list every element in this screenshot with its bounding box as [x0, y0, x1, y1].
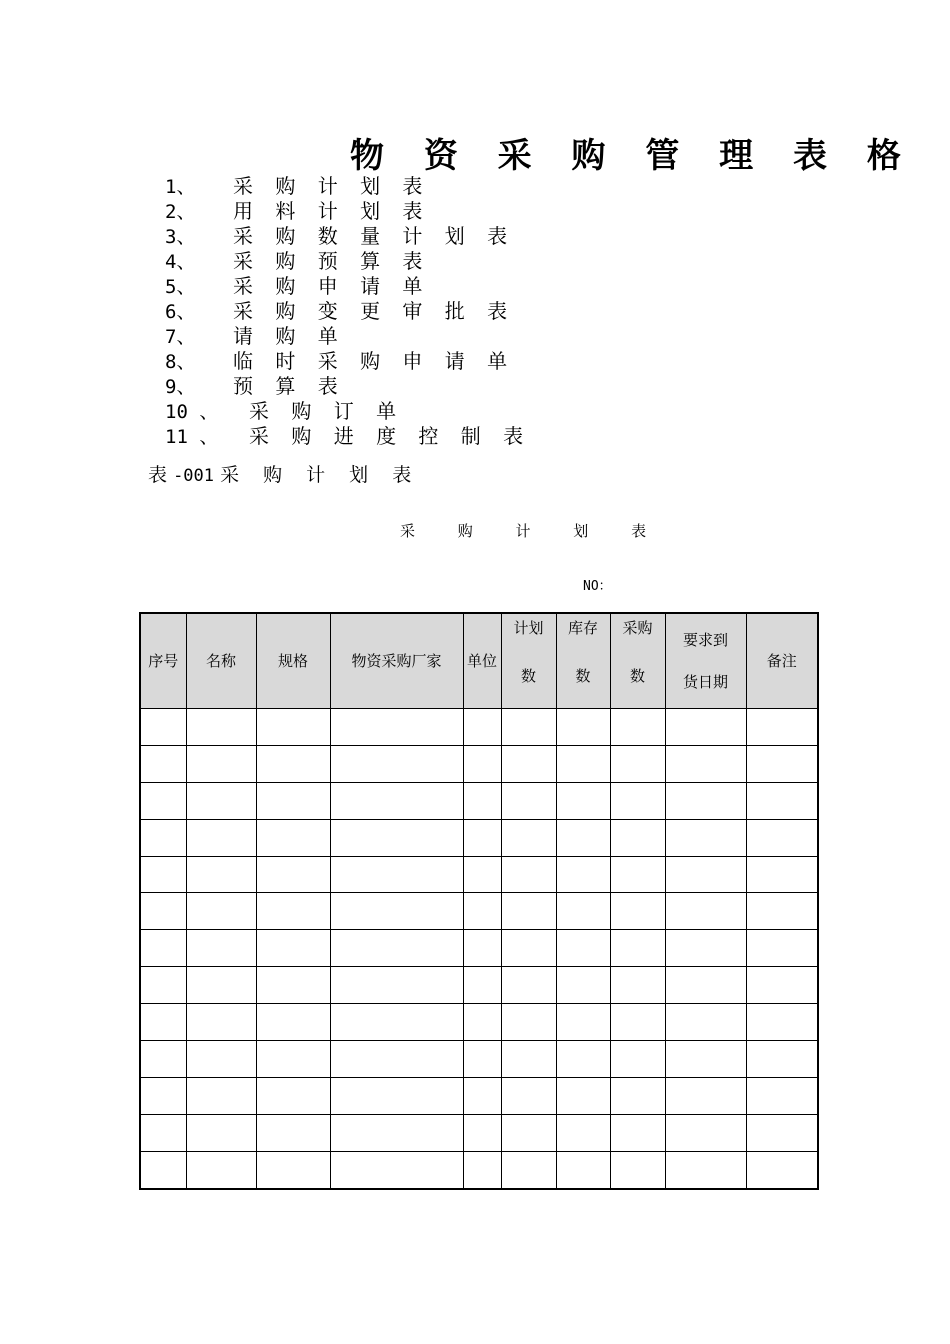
table-cell[interactable] — [746, 856, 818, 893]
toc-item — [165, 424, 531, 449]
page-title: 物 资 采 购 管 理 表 格 — [350, 136, 915, 176]
toc-number: 11 、 — [165, 426, 219, 448]
table-cell[interactable] — [186, 893, 256, 930]
table-cell[interactable] — [256, 819, 330, 856]
table-cell[interactable] — [463, 745, 501, 782]
table-cell[interactable] — [256, 856, 330, 893]
table-cell[interactable] — [330, 1077, 463, 1114]
table-cell[interactable] — [186, 967, 256, 1004]
form-number-label: NO： — [583, 579, 612, 594]
table-cell[interactable] — [556, 1004, 610, 1041]
table-cell[interactable] — [556, 782, 610, 819]
table-cell[interactable] — [665, 893, 746, 930]
table-cell[interactable] — [501, 819, 556, 856]
table-cell[interactable] — [746, 1041, 818, 1078]
table-cell[interactable] — [463, 782, 501, 819]
toc-item — [165, 399, 531, 424]
table-cell[interactable] — [463, 819, 501, 856]
table-cell[interactable] — [746, 1004, 818, 1041]
toc-number: 10 、 — [165, 401, 219, 423]
toc-item — [165, 199, 531, 224]
table-cell[interactable] — [665, 1114, 746, 1151]
table-cell[interactable] — [556, 745, 610, 782]
toc-number: 6、 — [165, 301, 196, 323]
table-cell[interactable] — [610, 856, 665, 893]
table-cell[interactable] — [501, 709, 556, 746]
header-spec-label: 规格 — [277, 652, 308, 670]
table-cell[interactable] — [665, 745, 746, 782]
table-cell[interactable] — [556, 819, 610, 856]
header-index-label: 序号 — [148, 652, 179, 670]
table-cell[interactable] — [463, 1077, 501, 1114]
toc-item — [165, 274, 531, 299]
table-cell[interactable] — [501, 1041, 556, 1078]
header-unit — [463, 613, 501, 709]
table-cell[interactable] — [665, 930, 746, 967]
table-cell[interactable] — [330, 967, 463, 1004]
table-cell[interactable] — [330, 1151, 463, 1188]
table-cell[interactable] — [186, 930, 256, 967]
toc-item — [165, 374, 531, 399]
toc-item — [165, 174, 531, 199]
table-row — [140, 893, 818, 930]
toc-label: 采 购 数 量 计 划 表 — [233, 224, 516, 248]
header-unit-label: 单位 — [466, 652, 497, 670]
table-cell[interactable] — [140, 1077, 186, 1114]
table-cell[interactable] — [330, 893, 463, 930]
table-cell[interactable] — [463, 893, 501, 930]
toc-number: 5、 — [165, 276, 196, 298]
table-cell[interactable] — [330, 930, 463, 967]
table-cell[interactable] — [665, 1041, 746, 1078]
table-cell[interactable] — [501, 1004, 556, 1041]
table-row — [140, 782, 818, 819]
header-purchase-qty — [610, 613, 665, 709]
table-cell[interactable] — [665, 856, 746, 893]
header-purchase-qty-line1: 采购 — [622, 619, 653, 637]
table-cell[interactable] — [501, 745, 556, 782]
table-cell[interactable] — [746, 745, 818, 782]
table-cell[interactable] — [556, 1041, 610, 1078]
toc-label: 采 购 预 算 表 — [233, 249, 431, 273]
table-cell[interactable] — [256, 782, 330, 819]
table-cell[interactable] — [330, 856, 463, 893]
table-cell[interactable] — [140, 967, 186, 1004]
table-cell[interactable] — [140, 709, 186, 746]
table-cell[interactable] — [501, 893, 556, 930]
table-cell[interactable] — [463, 1151, 501, 1188]
table-cell[interactable] — [665, 1151, 746, 1188]
toc-label: 用 料 计 划 表 — [233, 199, 431, 223]
section-prefix: 表 — [148, 464, 168, 486]
table-body — [140, 709, 818, 1189]
section-label — [148, 460, 420, 487]
table-cell[interactable] — [330, 745, 463, 782]
table-cell[interactable] — [746, 1114, 818, 1151]
header-planned-qty — [501, 613, 556, 709]
table-row — [140, 1041, 818, 1078]
toc-label: 采 购 计 划 表 — [233, 174, 431, 198]
table-cell[interactable] — [501, 782, 556, 819]
table-cell[interactable] — [186, 782, 256, 819]
table-row — [140, 709, 818, 746]
table-cell[interactable] — [140, 1151, 186, 1188]
table-cell[interactable] — [746, 1077, 818, 1114]
table-cell[interactable] — [610, 1151, 665, 1188]
header-remarks — [746, 613, 818, 709]
section-name: 采 购 计 划 表 — [220, 464, 421, 486]
toc-item — [165, 349, 531, 374]
table-cell[interactable] — [463, 1041, 501, 1078]
table-cell[interactable] — [746, 930, 818, 967]
table-cell[interactable] — [610, 893, 665, 930]
table-cell[interactable] — [463, 930, 501, 967]
header-stock-qty-line1: 库存 — [567, 619, 598, 637]
table-cell[interactable] — [186, 819, 256, 856]
header-spec — [256, 613, 330, 709]
table-cell[interactable] — [140, 745, 186, 782]
table-cell[interactable] — [610, 930, 665, 967]
toc-item — [165, 299, 531, 324]
table-cell[interactable] — [256, 967, 330, 1004]
table-cell[interactable] — [746, 819, 818, 856]
table-cell[interactable] — [665, 1077, 746, 1114]
toc-item — [165, 224, 531, 249]
table-cell[interactable] — [665, 819, 746, 856]
table-cell[interactable] — [463, 856, 501, 893]
purchase-plan-table — [139, 612, 819, 1190]
toc-number: 4、 — [165, 251, 196, 273]
table-row — [140, 1114, 818, 1151]
table-cell[interactable] — [501, 967, 556, 1004]
toc-number: 9、 — [165, 376, 196, 398]
toc-number: 2、 — [165, 201, 196, 223]
table-cell[interactable] — [140, 782, 186, 819]
header-supplier-label: 物资采购厂家 — [351, 652, 442, 670]
toc-item — [165, 249, 531, 274]
header-delivery-date — [665, 613, 746, 709]
table-cell[interactable] — [610, 967, 665, 1004]
table-cell[interactable] — [140, 819, 186, 856]
toc-label: 预 算 表 — [233, 374, 346, 398]
table-cell[interactable] — [501, 856, 556, 893]
table-cell[interactable] — [186, 709, 256, 746]
table-cell[interactable] — [330, 1114, 463, 1151]
toc-item — [165, 324, 531, 349]
header-index — [140, 613, 186, 709]
table-cell[interactable] — [556, 709, 610, 746]
table-row — [140, 1004, 818, 1041]
header-name — [186, 613, 256, 709]
table-row — [140, 1151, 818, 1188]
table-cell[interactable] — [330, 709, 463, 746]
table-cell[interactable] — [610, 1004, 665, 1041]
table-cell[interactable] — [665, 782, 746, 819]
table-cell[interactable] — [256, 1077, 330, 1114]
toc-number: 3、 — [165, 226, 196, 248]
table-cell[interactable] — [256, 893, 330, 930]
table-cell[interactable] — [556, 1114, 610, 1151]
table-cell[interactable] — [186, 745, 256, 782]
table-cell[interactable] — [140, 856, 186, 893]
table-cell[interactable] — [330, 1041, 463, 1078]
table-cell[interactable] — [556, 1151, 610, 1188]
toc-label: 采 购 进 度 控 制 表 — [249, 424, 532, 448]
table-cell[interactable] — [556, 1077, 610, 1114]
section-code: -001 — [173, 466, 215, 486]
table-cell[interactable] — [186, 856, 256, 893]
table-cell[interactable] — [140, 893, 186, 930]
table-row — [140, 856, 818, 893]
table-cell[interactable] — [665, 1004, 746, 1041]
table-cell[interactable] — [463, 967, 501, 1004]
table-cell[interactable] — [256, 1041, 330, 1078]
table-cell[interactable] — [501, 1114, 556, 1151]
table-cell[interactable] — [501, 930, 556, 967]
table-row — [140, 930, 818, 967]
table-cell[interactable] — [556, 930, 610, 967]
table-cell[interactable] — [140, 930, 186, 967]
table-cell[interactable] — [556, 967, 610, 1004]
table-cell[interactable] — [665, 709, 746, 746]
header-planned-qty-line1: 计划 — [513, 619, 544, 637]
toc-label: 采 购 订 单 — [249, 399, 405, 423]
table-cell[interactable] — [556, 856, 610, 893]
toc-label: 请 购 单 — [233, 324, 346, 348]
header-delivery-date-line1: 要求到 — [682, 631, 728, 649]
table-cell[interactable] — [186, 1041, 256, 1078]
table-cell[interactable] — [746, 893, 818, 930]
table-cell[interactable] — [256, 745, 330, 782]
table-cell[interactable] — [501, 1077, 556, 1114]
header-stock-qty-line2: 数 — [575, 667, 591, 685]
header-supplier — [330, 613, 463, 709]
table-row — [140, 1077, 818, 1114]
table-cell[interactable] — [610, 745, 665, 782]
table-cell[interactable] — [256, 1114, 330, 1151]
table-cell[interactable] — [463, 709, 501, 746]
header-stock-qty — [556, 613, 610, 709]
table-cell[interactable] — [140, 1114, 186, 1151]
toc-number: 1、 — [165, 176, 196, 198]
table-cell[interactable] — [746, 1151, 818, 1188]
table-cell[interactable] — [610, 1077, 665, 1114]
toc-number: 8、 — [165, 351, 196, 373]
table-header-row — [140, 613, 818, 709]
header-purchase-qty-line2: 数 — [629, 667, 645, 685]
table-cell[interactable] — [746, 782, 818, 819]
table-cell[interactable] — [256, 1151, 330, 1188]
table-cell[interactable] — [140, 1041, 186, 1078]
table-cell[interactable] — [186, 1004, 256, 1041]
table-cell[interactable] — [186, 1114, 256, 1151]
table-cell[interactable] — [610, 1114, 665, 1151]
table-row — [140, 967, 818, 1004]
table-cell[interactable] — [256, 1004, 330, 1041]
toc-label: 临 时 采 购 申 请 单 — [233, 349, 516, 373]
table-cell[interactable] — [330, 819, 463, 856]
table-cell[interactable] — [610, 819, 665, 856]
table-cell[interactable] — [186, 1077, 256, 1114]
table-cell[interactable] — [186, 1151, 256, 1188]
table-cell[interactable] — [330, 782, 463, 819]
form-title: 采 购 计 划 表 — [400, 522, 666, 540]
table-cell[interactable] — [463, 1004, 501, 1041]
table-cell[interactable] — [556, 893, 610, 930]
header-remarks-label: 备注 — [766, 652, 797, 670]
table-cell[interactable] — [256, 709, 330, 746]
table-row — [140, 745, 818, 782]
table-cell[interactable] — [256, 930, 330, 967]
header-delivery-date-line2: 货日期 — [682, 673, 728, 691]
header-name-label: 名称 — [205, 652, 236, 670]
toc-label: 采 购 申 请 单 — [233, 274, 431, 298]
table-cell[interactable] — [746, 967, 818, 1004]
header-planned-qty-line2: 数 — [520, 667, 536, 685]
table-cell[interactable] — [746, 709, 818, 746]
table-cell[interactable] — [140, 1004, 186, 1041]
table-cell[interactable] — [610, 709, 665, 746]
table-cell[interactable] — [665, 967, 746, 1004]
table-cell[interactable] — [610, 782, 665, 819]
table-row — [140, 819, 818, 856]
table-cell[interactable] — [501, 1151, 556, 1188]
toc-number: 7、 — [165, 326, 196, 348]
table-cell[interactable] — [330, 1004, 463, 1041]
toc-label: 采 购 变 更 审 批 表 — [233, 299, 516, 323]
table-of-contents — [165, 174, 531, 449]
table-cell[interactable] — [463, 1114, 501, 1151]
table-cell[interactable] — [610, 1041, 665, 1078]
